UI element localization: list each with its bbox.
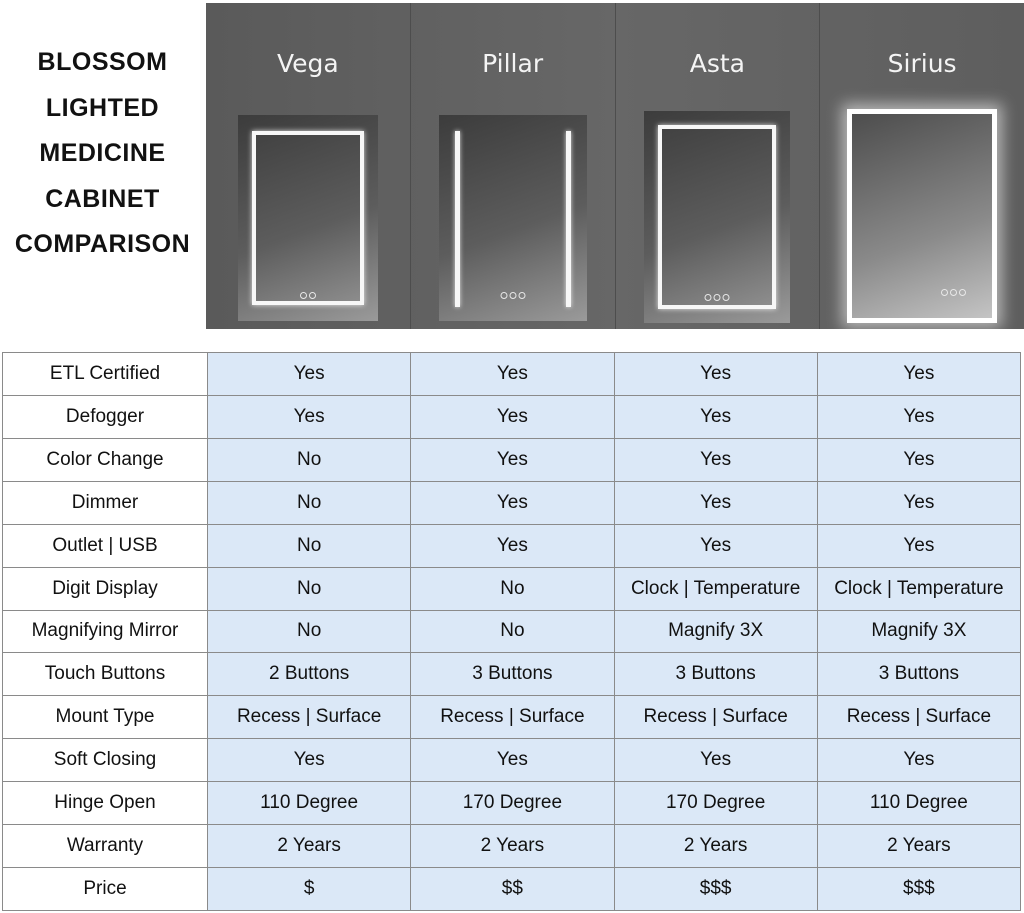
product-sirius <box>819 3 1024 329</box>
table-row <box>3 395 1021 438</box>
title-line: COMPARISON <box>14 230 191 258</box>
feature-value: Magnify 3X <box>817 610 1020 653</box>
feature-label: Defogger <box>3 395 208 438</box>
table-row <box>3 653 1021 696</box>
feature-value: Yes <box>614 524 817 567</box>
feature-label: Magnifying Mirror <box>3 610 208 653</box>
title-line: MEDICINE <box>39 139 166 167</box>
feature-value: Yes <box>614 353 817 396</box>
feature-value: Yes <box>208 353 411 396</box>
feature-value: Yes <box>411 353 614 396</box>
product-pillar <box>410 3 615 329</box>
feature-value: 170 Degree <box>614 782 817 825</box>
table-row <box>3 782 1021 825</box>
table-row <box>3 481 1021 524</box>
mirror-image-vega <box>238 115 378 321</box>
table-row <box>3 825 1021 868</box>
title-line: LIGHTED <box>45 93 160 122</box>
feature-label: Soft Closing <box>3 739 208 782</box>
feature-value: Yes <box>614 481 817 524</box>
feature-value: $$$ <box>614 868 817 911</box>
feature-value: Yes <box>817 481 1020 524</box>
feature-value: No <box>208 524 411 567</box>
feature-value: 3 Buttons <box>411 653 614 696</box>
feature-value: 110 Degree <box>208 782 411 825</box>
feature-value: Recess | Surface <box>614 696 817 739</box>
feature-value: Yes <box>208 739 411 782</box>
feature-value: Recess | Surface <box>208 696 411 739</box>
feature-value: Recess | Surface <box>817 696 1020 739</box>
feature-value: No <box>208 481 411 524</box>
feature-value: 110 Degree <box>817 782 1020 825</box>
title-line: BLOSSOM <box>37 48 168 76</box>
mirror-image-pillar <box>439 115 587 321</box>
feature-value: Yes <box>614 395 817 438</box>
feature-value: Yes <box>817 739 1020 782</box>
feature-value: 2 Years <box>411 825 614 868</box>
feature-label: Price <box>3 868 208 911</box>
feature-value: Yes <box>411 438 614 481</box>
feature-value: Yes <box>614 739 817 782</box>
feature-value: No <box>208 567 411 610</box>
feature-label: Touch Buttons <box>3 653 208 696</box>
feature-value: Yes <box>411 524 614 567</box>
feature-label: Hinge Open <box>3 782 208 825</box>
page-title <box>0 40 205 268</box>
feature-value: 2 Years <box>208 825 411 868</box>
touch-buttons-icon <box>300 292 316 299</box>
comparison-table <box>2 352 1021 911</box>
feature-value: Yes <box>411 395 614 438</box>
feature-value: 3 Buttons <box>817 653 1020 696</box>
mirror-image-asta <box>644 111 790 323</box>
feature-value: Yes <box>208 395 411 438</box>
feature-value: No <box>208 438 411 481</box>
table-row <box>3 868 1021 911</box>
led-frame <box>658 125 776 309</box>
feature-value: No <box>411 567 614 610</box>
feature-value: Yes <box>817 438 1020 481</box>
feature-label: Dimmer <box>3 481 208 524</box>
table-row <box>3 696 1021 739</box>
title-line: CABINET <box>45 184 160 213</box>
table-row <box>3 438 1021 481</box>
feature-value: 2 Buttons <box>208 653 411 696</box>
feature-value: $$$ <box>817 868 1020 911</box>
mirror-image-sirius <box>847 109 997 323</box>
feature-label: Color Change <box>3 438 208 481</box>
product-name: Sirius <box>887 49 957 78</box>
led-strip-right <box>566 131 571 307</box>
feature-label: Warranty <box>3 825 208 868</box>
feature-value: Yes <box>817 353 1020 396</box>
product-name: Vega <box>277 49 339 78</box>
feature-value: Recess | Surface <box>411 696 614 739</box>
touch-buttons-icon <box>941 289 966 296</box>
touch-buttons-icon <box>500 292 525 299</box>
feature-value: Yes <box>817 524 1020 567</box>
feature-label: ETL Certified <box>3 353 208 396</box>
table-row <box>3 524 1021 567</box>
product-name: Asta <box>689 49 745 78</box>
led-frame <box>252 131 364 305</box>
feature-value: Yes <box>614 438 817 481</box>
touch-buttons-icon <box>705 294 730 301</box>
feature-value: Clock | Temperature <box>614 567 817 610</box>
feature-value: No <box>411 610 614 653</box>
feature-value: Yes <box>817 395 1020 438</box>
product-asta <box>615 3 820 329</box>
feature-label: Digit Display <box>3 567 208 610</box>
product-vega <box>206 3 410 329</box>
led-strip-left <box>455 131 460 307</box>
feature-value: No <box>208 610 411 653</box>
feature-value: $$ <box>411 868 614 911</box>
table-row <box>3 353 1021 396</box>
feature-value: $ <box>208 868 411 911</box>
feature-value: Yes <box>411 739 614 782</box>
feature-value: 170 Degree <box>411 782 614 825</box>
feature-value: 2 Years <box>817 825 1020 868</box>
table-row <box>3 739 1021 782</box>
product-name: Pillar <box>482 49 544 78</box>
feature-label: Mount Type <box>3 696 208 739</box>
feature-value: 2 Years <box>614 825 817 868</box>
feature-value: Magnify 3X <box>614 610 817 653</box>
product-image-panel <box>206 3 1024 329</box>
table-row <box>3 610 1021 653</box>
feature-label: Outlet | USB <box>3 524 208 567</box>
feature-value: Yes <box>411 481 614 524</box>
table-row <box>3 567 1021 610</box>
feature-value: Clock | Temperature <box>817 567 1020 610</box>
feature-value: 3 Buttons <box>614 653 817 696</box>
